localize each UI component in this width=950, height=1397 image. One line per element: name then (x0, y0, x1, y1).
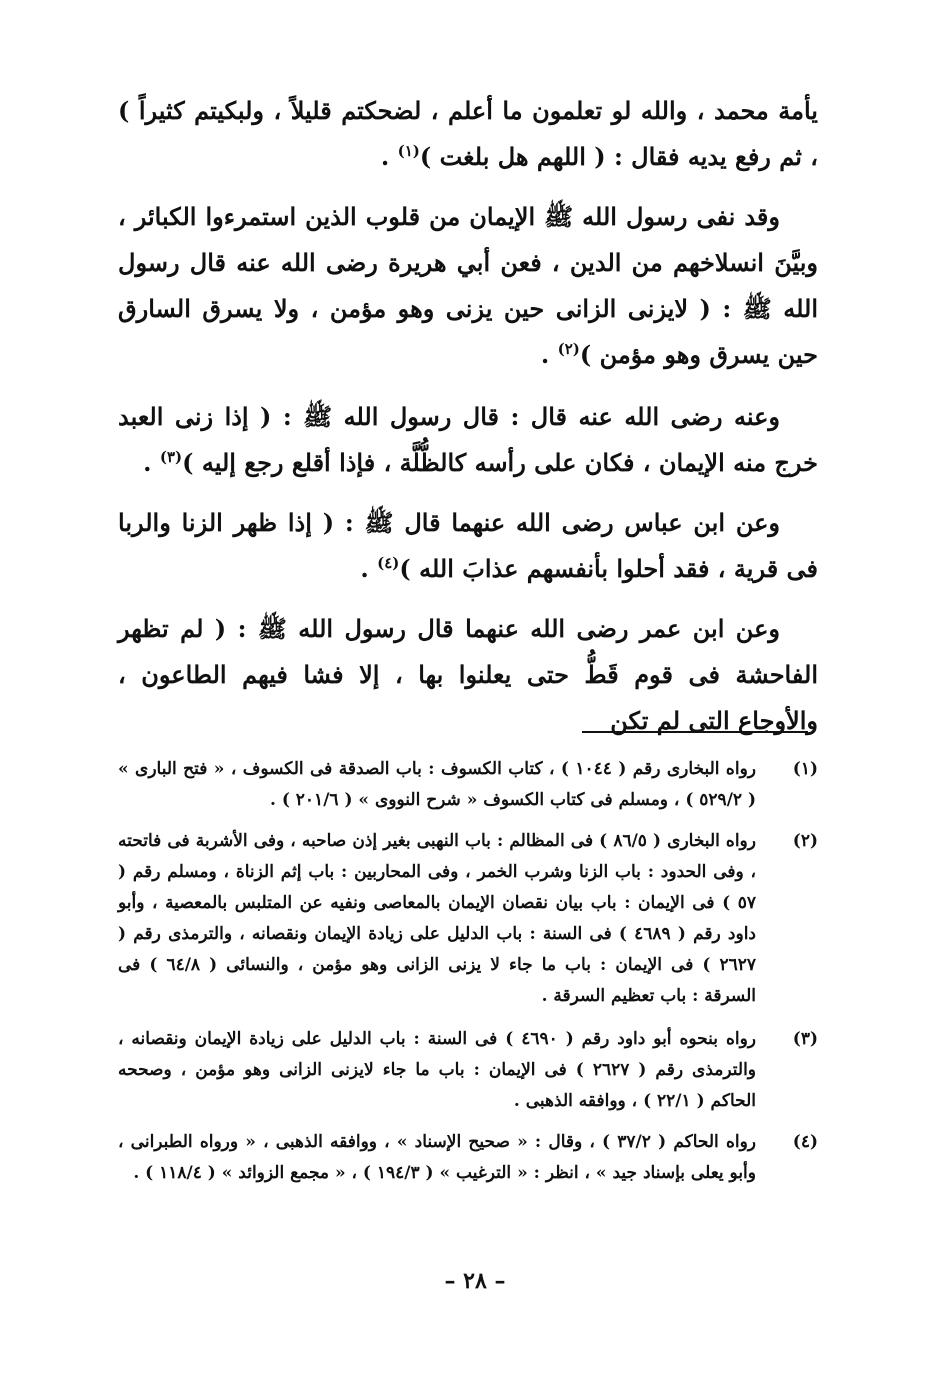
paragraph-5-text: وعن ابن عمر رضى الله عنهما قال رسول الله ﷺ : ( لم تظهر الفاحشة فى قوم قَطُّ حتى يعلنوا بها ، إلا فشا فيهم الطاعون ، والأوجاع التى لم تكن (118, 614, 818, 735)
paragraph-1-end: . (380, 142, 398, 171)
paragraph-4 (118, 500, 818, 592)
paragraph-2-end: . (540, 340, 558, 369)
footnote-number: (٢) (792, 831, 818, 851)
footnote-1 (118, 754, 818, 816)
main-text (118, 88, 818, 758)
paragraph-4-text: وعن ابن عباس رضى الله عنهما قال ﷺ : ( إذا ظهر الزنا والربا فى قرية ، فقد أحلوا بأنفسهم عذابَ الله ) (118, 508, 818, 583)
footnote-text: رواه الحاكم ( ٣٧/٢ ) ، وقال : « صحيح الإسناد » ، ووافقه الذهبى ، « ورواه الطبرانى ، وأبو يعلى بإسناد جيد » ، انظر : « الترغيب » ( ١٩٤/٣ ) ، « مجمع الزوائد » ( ١١٨/٤ ) . (118, 1132, 757, 1183)
footnote-ref-2: (٢) (557, 340, 580, 358)
paragraph-3-text: وعنه رضى الله عنه قال : قال رسول الله ﷺ : ( إذا زنى العبد خرج منه الإيمان ، فكان على رأسه كالظُّلَّة ، فإذا أقلع رجع إليه ) (118, 402, 818, 477)
footnote-text: رواه بنحوه أبو داود رقم ( ٤٦٩٠ ) فى السنة : باب الدليل على زيادة الإيمان ونقصانه ، والترمذى رقم ( ٢٦٢٧ ) فى الإيمان : باب ما جاء لايزنى الزانى وهو مؤمن ، وصححه الحاكم ( ٢٢/١ ) ، ووافقه الذهبى . (118, 1029, 757, 1111)
footnote-2 (118, 826, 818, 1012)
footnote-divider (582, 731, 808, 733)
footnote-text: رواه البخارى ( ٨٦/٥ ) فى المظالم : باب النهبى بغير إذن صاحبه ، وفى الأشربة فى فاتحته ، وفى الحدود : باب الزنا وشرب الخمر ، وفى المحاربين : باب إثم الزناة ، ومسلم رقم ( ٥٧ ) فى الإيمان : باب بيان نقصان الإيمان بالمعاصى ونفيه عن المتلبس بالمعصية ، وأبو داود رقم ( ٤٦٨٩ ) فى السنة : باب الدليل على زيادة الإيمان ونقصانه ، والترمذى رقم ( ٢٦٢٧ ) فى الإيمان : باب ما جاء لا يزنى الزانى وهو مؤمن ، والنسائى ( ٦٤/٨ ) فى السرقة : باب تعظيم السرقة . (118, 831, 756, 1006)
footnote-3 (118, 1024, 818, 1117)
footnote-number: (٤) (792, 1132, 818, 1152)
footnote-number: (١) (792, 759, 818, 779)
page-number: – ٢٨ – (444, 1268, 506, 1294)
footnote-ref-1: (١) (397, 142, 420, 160)
footnote-number: (٣) (792, 1029, 818, 1049)
paragraph-2 (118, 194, 818, 378)
footnote-4 (118, 1127, 818, 1189)
paragraph-1 (118, 88, 818, 180)
footnote-ref-3: (٣) (159, 448, 183, 466)
footnote-ref-4: (٤) (377, 554, 400, 572)
paragraph-5 (118, 606, 818, 744)
paragraph-2-text: وقد نفى رسول الله ﷺ الإيمان من قلوب الذين استمرءوا الكبائر ، وبيَّنَ انسلاخهم من الدين ، فعن أبي هريرة رضى الله عنه قال رسول الله ﷺ : ( لايزنى الزانى حين يزنى وهو مؤمن ، ولا يسرق السارق حين يسرق وهو مؤمن ) (118, 202, 818, 369)
paragraph-3-end: . (143, 448, 160, 477)
paragraph-1-text: يأمة محمد ، والله لو تعلمون ما أعلم ، لضحكتم قليلاً ، ولبكيتم كثيراً ) ، ثم رفع يديه فقال : ( اللهم هل بلغت ) (118, 96, 818, 171)
paragraph-4-end: . (360, 554, 378, 583)
footnotes (118, 754, 818, 1199)
paragraph-3 (118, 394, 818, 486)
footnote-text: رواه البخارى رقم ( ١٠٤٤ ) ، كتاب الكسوف : باب الصدقة فى الكسوف ، « فتح البارى » ( ٥٢٩/٢ ) ، ومسلم فى كتاب الكسوف « شرح النووى » ( ٢٠١/٦ ) . (118, 759, 756, 810)
